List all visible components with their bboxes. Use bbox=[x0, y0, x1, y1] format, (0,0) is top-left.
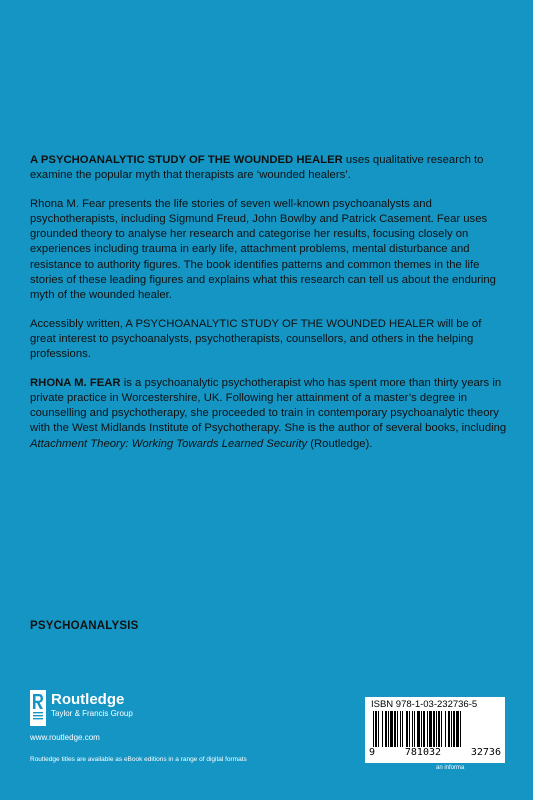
blurb-paragraph-2: Rhona M. Fear presents the life stories of seven well-known psychoanalysts and psychotherapists, including Sigmund Freud, John Bowlby and Patrick Casement. Fear uses grounded theory to analyse her research and categorise her results, focusing closely on experiences including trauma in early life, attachment problems, mental disturbance and resistance to authority figures. The book identifies patterns and common themes in the life stories of these leading figures and explains what this research can tell us about the enduring myth of the wounded healer. bbox=[30, 198, 496, 301]
publisher-group: Taylor & Francis Group bbox=[51, 709, 133, 718]
isbn-barcode bbox=[365, 697, 505, 763]
book-title-bold: A PSYCHOANALYTIC STUDY OF THE WOUNDED HEALER bbox=[30, 154, 343, 166]
blurb bbox=[30, 153, 510, 466]
imprint-text: an informa bbox=[436, 765, 465, 771]
blurb-paragraph-3: Accessibly written, A PSYCHOANALYTIC STUDY OF THE WOUNDED HEALER will be of great interest to psychoanalysts, psychotherapists, counsellors, and others in the helping professions. bbox=[30, 317, 482, 361]
subject-category: PSYCHOANALYSIS bbox=[30, 620, 139, 632]
cited-book-title: Attachment Theory: Working Towards Learned Security bbox=[30, 437, 308, 450]
author-bio-text: is a psychoanalytic psychotherapist who has spent more than thirty years in private practice in Worcestershire, UK. Following her attainment of a master’s degree in counselling and psychotherapy, she proceeded to train in contemporary psychoanalytic theory with the West Midlands Institute of Psychotherapy. She is the author of several books, including bbox=[30, 377, 507, 435]
isbn-label: ISBN 978-1-03-232736-5 bbox=[371, 699, 478, 710]
barcode-digits-right: 32736 bbox=[470, 747, 501, 758]
publisher-url[interactable]: www.routledge.com bbox=[30, 733, 100, 742]
barcode-digits bbox=[365, 747, 505, 758]
author-name: RHONA M. FEAR bbox=[30, 377, 121, 390]
author-bio bbox=[30, 376, 510, 451]
barcode-bars bbox=[369, 711, 501, 747]
blurb-paragraph-1 bbox=[30, 153, 510, 183]
author-bio-end: (Routledge). bbox=[307, 437, 373, 450]
blurb-p1-text: uses qualitative research to examine the popular myth that therapists are ‘wounded healers’. bbox=[30, 154, 484, 182]
publisher-name: Routledge bbox=[51, 691, 125, 708]
barcode-digit-lead: 9 bbox=[369, 747, 376, 758]
routledge-logo-icon bbox=[30, 690, 46, 726]
ebook-note: Routledge titles are available as eBook editions in a range of digital formats bbox=[30, 756, 247, 763]
barcode-digits-left: 781032 bbox=[404, 747, 442, 758]
